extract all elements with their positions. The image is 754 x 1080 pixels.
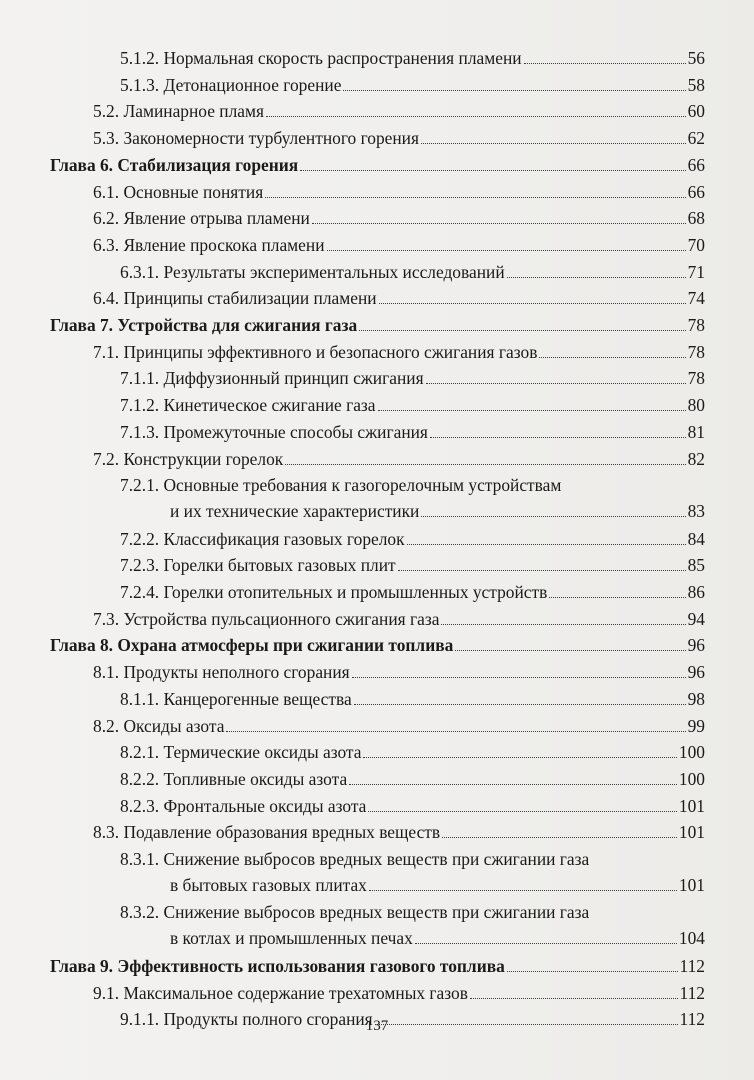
toc-entry-number: Глава 6. <box>50 154 114 175</box>
toc-entry-number: Глава 9. <box>50 955 114 976</box>
toc-entry-number: 8.3.2. <box>120 902 160 923</box>
toc-entry-text: Оксиды азота <box>123 715 225 736</box>
toc-entry-title <box>93 181 263 203</box>
toc-entry-title <box>93 234 325 256</box>
toc-entry-title <box>50 154 298 176</box>
toc-entry-text: Продукты неполного сгорания <box>123 662 350 683</box>
toc-entry-text: Устройства пульсационного сжигания газа <box>123 608 440 629</box>
toc-entry-row <box>93 608 705 630</box>
toc-page-number: 100 <box>678 768 705 789</box>
dot-leader <box>549 597 685 598</box>
toc-entry-number: 8.1. <box>93 662 120 683</box>
toc-entry-title <box>93 341 537 363</box>
toc-entry-number: 7.1.1. <box>120 368 160 389</box>
toc-page-number: 80 <box>687 395 705 416</box>
toc-page-number: 74 <box>687 288 705 309</box>
dot-leader <box>426 383 686 384</box>
toc-entry-title <box>93 287 377 309</box>
toc-page-number: 56 <box>687 48 705 68</box>
toc-page-number: 78 <box>687 315 705 335</box>
dot-leader <box>312 223 686 224</box>
toc-page-number: 112 <box>679 1009 705 1030</box>
toc-page-number: 101 <box>678 822 705 843</box>
toc-entry-number: 8.2.3. <box>120 795 160 816</box>
toc-entry-row <box>120 47 705 69</box>
toc-entry-title <box>93 715 224 737</box>
toc-entry-row <box>93 982 705 1004</box>
toc-entry-text: Термические оксиды азота <box>163 742 362 763</box>
dot-leader <box>421 516 685 517</box>
toc-entry-row <box>93 207 705 229</box>
toc-entry-number: 7.2.1. <box>120 475 160 496</box>
toc-page-number: 101 <box>678 875 705 895</box>
dot-leader <box>266 116 686 117</box>
toc-page-number: 81 <box>687 421 705 442</box>
dot-leader <box>421 143 686 144</box>
toc-entry-text: Устройства для сжигания газа <box>117 315 358 335</box>
dot-leader <box>430 437 686 438</box>
toc-entry-number: 7.2. <box>93 448 120 469</box>
toc-entry-title <box>120 47 522 69</box>
toc-entry-number: 7.2.2. <box>120 528 160 549</box>
toc-entry-row <box>93 715 705 737</box>
toc-entry-number: 6.1. <box>93 181 120 202</box>
toc-entry-title <box>93 982 468 1004</box>
toc-entry-number: 7.1.2. <box>120 395 160 416</box>
toc-entry-row <box>120 367 705 389</box>
dot-leader <box>470 998 678 999</box>
toc-page-number: 78 <box>687 368 705 389</box>
toc-entry-row <box>93 234 705 256</box>
toc-page-number: 98 <box>687 688 705 709</box>
toc-entry-row <box>120 901 705 949</box>
page-number: 137 <box>365 1018 389 1034</box>
toc-chapter-row <box>50 154 705 176</box>
toc-entry-text: Стабилизация горения <box>117 154 299 175</box>
toc-page-number: 66 <box>687 181 705 202</box>
toc-page-number: 94 <box>687 608 705 629</box>
toc-entry-text: Продукты полного сгорания <box>163 1009 373 1030</box>
toc-entry-text-continued: в бытовых газовых плитах <box>170 875 367 895</box>
toc-page-number: 68 <box>687 208 705 229</box>
toc-entry-title <box>50 955 505 977</box>
toc-page-number: 83 <box>687 501 705 522</box>
toc-entry-title <box>120 902 589 922</box>
toc-page-number: 96 <box>687 662 705 683</box>
toc-entry-number: 9.1. <box>93 982 120 1003</box>
toc-entry-number: Глава 7. <box>50 315 114 335</box>
toc-entry-title <box>93 608 439 630</box>
toc-entry-row <box>120 795 705 817</box>
dot-leader <box>524 63 686 64</box>
toc-entry-title <box>93 821 440 843</box>
toc-entry-number: 7.1. <box>93 341 120 362</box>
toc-entry-text: Результаты экспериментальных исследований <box>163 261 505 282</box>
toc-entry-number: 8.3. <box>93 822 120 843</box>
dot-leader <box>442 837 677 838</box>
toc-page-number: 58 <box>687 74 705 95</box>
toc-entry-title <box>93 100 264 122</box>
toc-entry-text: Детонационное горение <box>163 74 342 95</box>
toc-page-number: 71 <box>687 261 705 282</box>
dot-leader <box>352 677 686 678</box>
toc-entry-number: 7.2.3. <box>120 555 160 576</box>
toc-entry-title <box>93 661 350 683</box>
toc-entry-text: Охрана атмосферы при сжигании топлива <box>117 635 454 656</box>
toc-entry-title <box>120 554 396 576</box>
dot-leader <box>300 170 685 171</box>
toc-entry-text: Диффузионный принцип сжигания <box>163 368 424 389</box>
toc-entry-row <box>93 341 705 363</box>
toc-entry-text: Закономерности турбулентного горения <box>123 128 419 149</box>
dot-leader <box>415 943 677 944</box>
toc-entry-number: 8.2. <box>93 715 120 736</box>
toc-entry-row <box>120 261 705 283</box>
toc-entry-text: Максимальное содержание трехатомных газов <box>123 982 468 1003</box>
toc-chapter-row <box>50 634 705 656</box>
toc-entry-title <box>120 849 589 869</box>
toc-entry-text: Нормальная скорость распространения пламени <box>163 48 522 68</box>
toc-entry-row <box>120 474 705 522</box>
toc-entry-row <box>120 421 705 443</box>
toc-page-number: 86 <box>687 582 705 602</box>
toc-entry-title <box>120 394 376 416</box>
dot-leader <box>398 570 686 571</box>
toc-page-number: 60 <box>687 101 705 122</box>
toc-entry-title <box>93 207 310 229</box>
toc-entry-row <box>120 74 705 96</box>
toc-entry-number: 6.3. <box>93 234 120 255</box>
toc-entry-text: Подавление образования вредных веществ <box>123 822 441 843</box>
toc-entry-title <box>120 528 405 550</box>
toc-entry-row <box>93 448 705 470</box>
toc-entry-title <box>93 448 283 470</box>
toc-entry-title <box>120 475 561 495</box>
toc-entry-text: Горелки отопительных и промышленных устройств <box>163 582 548 602</box>
toc-entry-title <box>120 768 347 790</box>
toc-page-number: 78 <box>687 341 705 362</box>
toc-page-number: 82 <box>687 448 705 469</box>
toc-chapter-row <box>50 314 705 336</box>
toc-entry-row <box>93 100 705 122</box>
toc-entry-number: 8.2.2. <box>120 768 160 789</box>
toc-entry-title <box>120 741 361 763</box>
dot-leader <box>507 971 678 972</box>
dot-leader <box>226 731 685 732</box>
toc-page-number: 112 <box>679 982 705 1003</box>
dot-leader <box>368 811 677 812</box>
toc-page-number: 96 <box>687 635 705 656</box>
dot-leader <box>327 250 686 251</box>
toc-entry-number: 6.3.1. <box>120 261 160 282</box>
dot-leader <box>359 330 685 331</box>
dot-leader <box>343 90 685 91</box>
toc-page-number: 99 <box>687 715 705 736</box>
toc-entry-number: 8.3.1. <box>120 849 160 869</box>
toc-entry-row <box>120 581 705 603</box>
dot-leader <box>363 757 676 758</box>
toc-entry-row <box>93 661 705 683</box>
toc-entry-title <box>120 261 505 283</box>
toc-entry-title <box>120 74 341 96</box>
toc-entry-text: Промежуточные способы сжигания <box>163 421 428 442</box>
dot-leader <box>455 650 685 651</box>
toc-entry-text: Основные понятия <box>123 181 264 202</box>
toc-page-number: 85 <box>687 555 705 576</box>
toc-entry-title <box>120 688 352 710</box>
toc-entry-text: Снижение выбросов вредных веществ при сжигании газа <box>163 902 590 923</box>
toc-entry-row <box>120 394 705 416</box>
dot-leader <box>441 624 685 625</box>
dot-leader <box>407 544 686 545</box>
toc-entry-text: Кинетическое сжигание газа <box>163 395 376 416</box>
dot-leader <box>265 197 685 198</box>
toc-entry-row <box>93 821 705 843</box>
toc-entry-title <box>50 314 357 336</box>
toc-entry-number: 8.1.1. <box>120 688 160 709</box>
toc-entry-text: Снижение выбросов вредных веществ при сжигании газа <box>163 849 590 869</box>
toc-entry-text: Принципы эффективного и безопасного сжигания газов <box>123 341 538 362</box>
toc-entry-text: Канцерогенные вещества <box>163 688 352 709</box>
toc-entry-row <box>120 528 705 550</box>
toc-entry-text: Фронтальные оксиды азота <box>163 795 367 816</box>
toc-entry-number: Глава 8. <box>50 635 114 656</box>
toc-entry-title <box>120 421 428 443</box>
toc-entry-row <box>120 768 705 790</box>
toc-entry-number: 8.2.1. <box>120 742 160 763</box>
dot-leader <box>378 410 686 411</box>
toc-entry-number: 9.1.1. <box>120 1009 160 1030</box>
toc-entry-text: Горелки бытовых газовых плит <box>163 555 396 576</box>
toc-entry-text: Явление отрыва пламени <box>123 208 310 229</box>
toc-entry-title <box>120 795 366 817</box>
toc-page-number: 70 <box>687 234 705 255</box>
dot-leader <box>379 303 686 304</box>
dot-leader <box>354 704 686 705</box>
dot-leader <box>369 890 677 891</box>
dot-leader <box>285 464 685 465</box>
dot-leader <box>539 357 685 358</box>
toc-page-number: 112 <box>679 955 705 976</box>
toc-entry-title <box>93 127 419 149</box>
toc-page-number: 100 <box>678 742 705 763</box>
toc-entry-title <box>120 581 547 603</box>
toc-entry-row <box>120 741 705 763</box>
toc-entry-number: 5.3. <box>93 128 120 149</box>
toc-entry-row <box>120 554 705 576</box>
toc-entry-row <box>93 287 705 309</box>
toc-entry-text-continued: и их технические характеристики <box>170 501 420 522</box>
toc-chapter-row <box>50 955 705 977</box>
toc-entry-row <box>120 688 705 710</box>
toc-page-number: 101 <box>678 795 705 816</box>
toc-entry-text: Основные требования к газогорелочным устройствам <box>163 475 562 496</box>
toc-entry-text: Классификация газовых горелок <box>163 528 405 549</box>
toc-page-number: 104 <box>678 928 705 949</box>
toc-entry-row <box>93 181 705 203</box>
toc-entry-text: Принципы стабилизации пламени <box>123 288 377 309</box>
toc-entry-row <box>120 848 705 896</box>
toc-entry-number: 7.3. <box>93 608 120 629</box>
dot-leader <box>507 277 686 278</box>
toc-entry-text: Конструкции горелок <box>123 448 284 469</box>
toc-entry-text: Топливные оксиды азота <box>163 768 348 789</box>
toc-entry-title <box>120 367 424 389</box>
toc-entry-number: 6.2. <box>93 208 120 229</box>
toc-entry-number: 5.1.2. <box>120 48 160 68</box>
toc-entry-row <box>93 127 705 149</box>
toc-entry-number: 7.1.3. <box>120 421 160 442</box>
toc-entry-text: Эффективность использования газового топлива <box>117 955 505 976</box>
toc-entry-title <box>50 634 453 656</box>
toc-page-number: 66 <box>687 154 705 175</box>
toc-entry-number: 7.2.4. <box>120 582 160 602</box>
dot-leader <box>349 784 677 785</box>
toc-entry-number: 6.4. <box>93 288 120 309</box>
toc-entry-number: 5.1.3. <box>120 74 160 95</box>
toc-entry-number: 5.2. <box>93 101 120 122</box>
toc-entry-text-continued: в котлах и промышленных печах <box>170 928 413 949</box>
toc-entry-text: Ламинарное пламя <box>123 101 264 122</box>
toc-page-number: 62 <box>687 128 705 149</box>
toc-page-number: 84 <box>687 528 705 549</box>
toc-entry-text: Явление проскока пламени <box>123 234 325 255</box>
